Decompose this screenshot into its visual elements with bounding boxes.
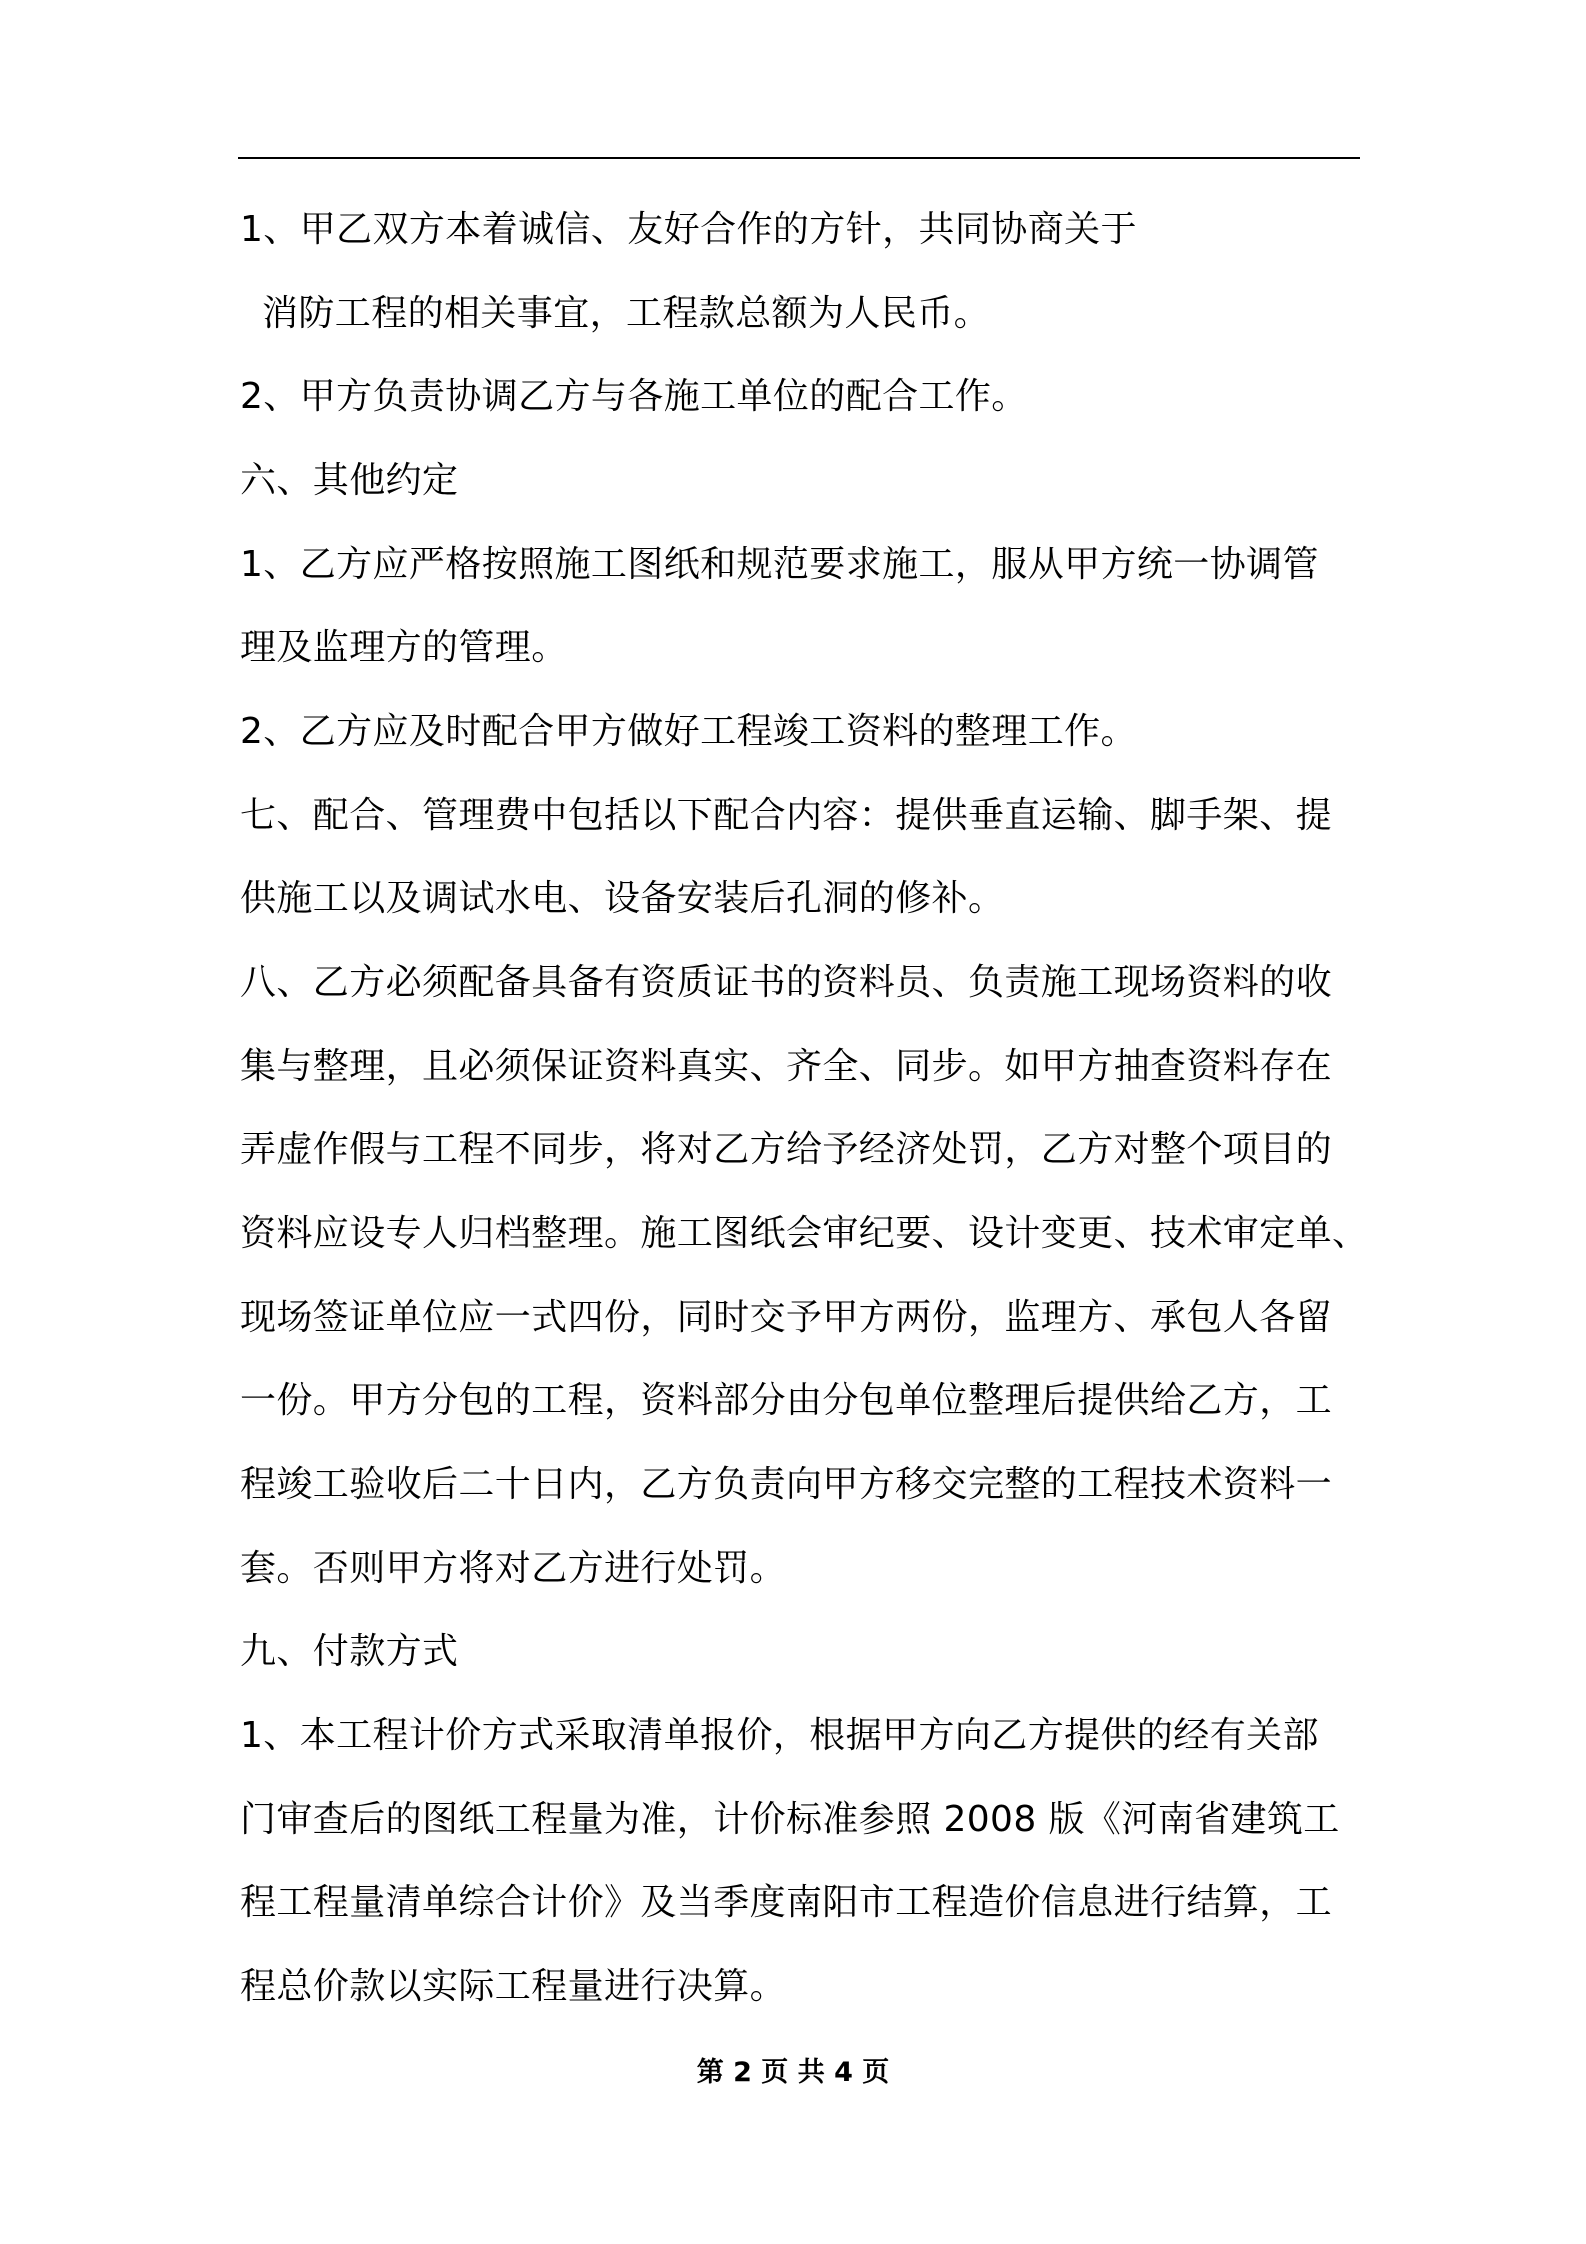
text-line: 弄虚作假与工程不同步，将对乙方给予经济处罚，乙方对整个项目的 [240,1129,1333,1170]
text-line: 消防工程的相关事宜，工程款总额为人民币。 [262,293,991,334]
text-line: 现场签证单位应一式四份，同时交予甲方两份，监理方、承包人各留 [240,1297,1333,1338]
section-heading: 八、乙方必须配备具备有资质证书的资料员、负责施工现场资料的收 [240,962,1333,1003]
text-line: 理及监理方的管理。 [240,627,568,668]
text-line: 程总价款以实际工程量进行决算。 [240,1966,787,2007]
text-line: 套。否则甲方将对乙方进行处罚。 [240,1548,787,1589]
text-line: 程工程量清单综合计价》及当季度南阳市工程造价信息进行结算，工 [240,1882,1333,1923]
page-number: 第 2 页 共 4 页 [696,2057,890,2088]
text-line: 资料应设专人归档整理。施工图纸会审纪要、设计变更、技术审定单、 [240,1213,1369,1254]
text-line: 程竣工验收后二十日内，乙方负责向甲方移交完整的工程技术资料一 [240,1464,1333,1505]
text-line: 2、甲方负责协调乙方与各施工单位的配合工作。 [240,376,1028,417]
section-heading: 六、其他约定 [240,460,459,501]
text-line: 1、甲乙双方本着诚信、友好合作的方针，共同协商关于 [240,209,1137,250]
text-line: 1、本工程计价方式采取清单报价，根据甲方向乙方提供的经有关部 [240,1715,1319,1756]
text-line: 一份。甲方分包的工程，资料部分由分包单位整理后提供给乙方，工 [240,1380,1333,1421]
text-line: 供施工以及调试水电、设备安装后孔洞的修补。 [240,878,1005,919]
header-rule [238,157,1360,159]
section-heading: 七、配合、管理费中包括以下配合内容：提供垂直运输、脚手架、提 [240,795,1333,836]
text-line: 门审查后的图纸工程量为准，计价标准参照 2008 版《河南省建筑工 [240,1799,1340,1840]
text-line: 集与整理，且必须保证资料真实、齐全、同步。如甲方抽查资料存在 [240,1046,1333,1087]
section-heading: 九、付款方式 [240,1631,459,1672]
text-line: 2、乙方应及时配合甲方做好工程竣工资料的整理工作。 [240,711,1137,752]
text-line: 1、乙方应严格按照施工图纸和规范要求施工，服从甲方统一协调管 [240,544,1319,585]
